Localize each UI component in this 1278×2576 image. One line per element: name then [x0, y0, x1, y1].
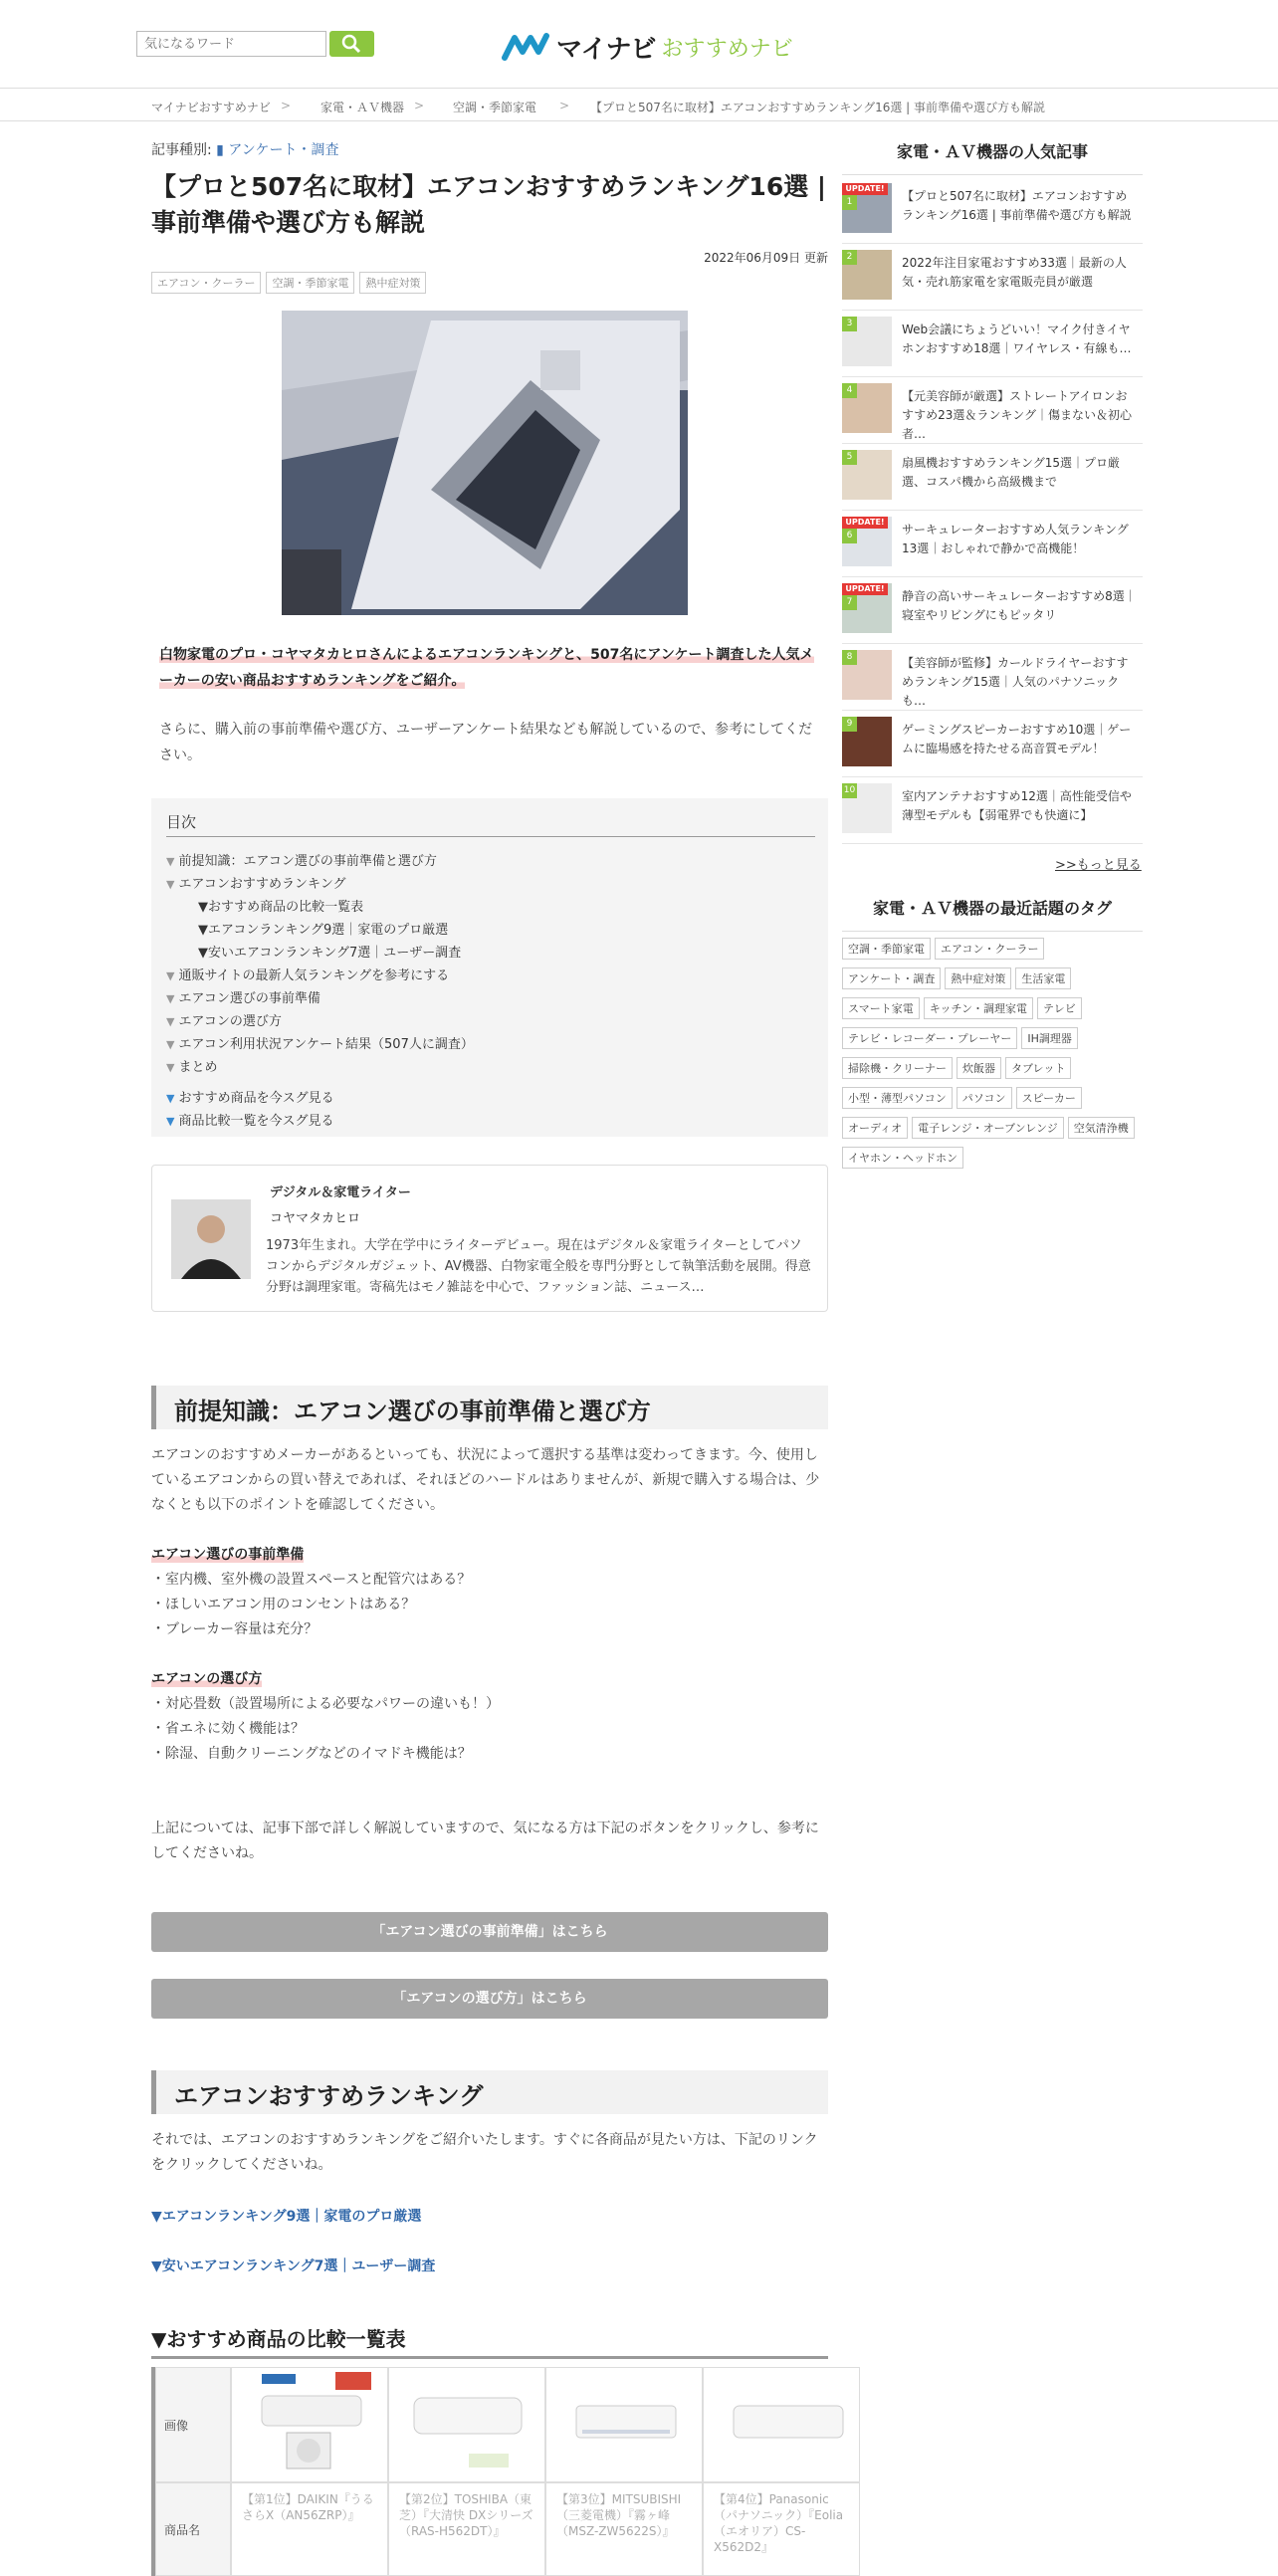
article-title: Web会議にちょうどいい！マイク付きイヤホンおすすめ18選｜ワイヤレス・有線も… — [902, 322, 1132, 355]
ranking-link[interactable]: ▼安いエアコンランキング7選｜ユーザー調査 — [151, 2258, 436, 2274]
article-thumbnail — [842, 517, 892, 566]
rank-badge: 3 — [842, 317, 857, 331]
tag-section — [842, 896, 1143, 1165]
hero-image — [282, 311, 688, 615]
topic-tag[interactable]: オーディオ — [842, 1117, 908, 1139]
topic-tag[interactable]: キッチン・調理家電 — [924, 997, 1033, 1019]
toc-subitem[interactable]: ▼おすすめ商品の比較一覧表 — [198, 900, 364, 915]
kind-tag[interactable] — [216, 142, 338, 158]
site-logo[interactable] — [503, 28, 793, 66]
topic-tag[interactable]: アンケート・調査 — [842, 967, 941, 989]
rank-badge: 8 — [842, 650, 857, 665]
triangle-down-icon: ▼ — [166, 969, 175, 982]
author-bio: 1973年生まれ。大学在学中にライターデビュー。現在はデジタル＆家電ライターとしてパソコンからデジタルガジェット、AV機器、白物家電全般を専門分野として執筆活動を展開。得意分野は調理家電。寄稿先はモノ雑誌を中心で、ファッション誌、ニュース… — [266, 1238, 811, 1295]
update-badge: UPDATE! — [842, 183, 888, 195]
triangle-down-icon: ▼ — [166, 878, 175, 891]
rank-badge: 10 — [842, 783, 857, 798]
topic-tag[interactable]: 空調・季節家電 — [842, 938, 931, 960]
triangle-down-icon: ▼ — [166, 1015, 175, 1028]
topic-tag[interactable]: タブレット — [1005, 1057, 1071, 1079]
prep-item: ・ブレーカー容量は充分？ — [151, 1621, 319, 1637]
search-button[interactable] — [329, 31, 374, 57]
topic-tag[interactable]: テレビ — [1037, 997, 1082, 1019]
article-kind — [151, 139, 828, 161]
popular-article[interactable] — [842, 511, 1143, 577]
author-avatar — [171, 1199, 251, 1279]
choose-item: ・省エネに効く機能は？ — [151, 1721, 305, 1737]
choose-item: ・対応畳数（設置場所による必要なパワーの違いも！） — [151, 1696, 500, 1712]
topic-tag[interactable]: 電子レンジ・オーブンレンジ — [912, 1117, 1064, 1139]
row-header: 画像 — [155, 2367, 231, 2482]
breadcrumb-current: 【プロと507名に取材】エアコンおすすめランキング16選 | 事前準備や選び方も解説 — [590, 101, 1046, 114]
triangle-down-icon: ▼ — [166, 1061, 175, 1074]
popular-article[interactable] — [842, 377, 1143, 444]
popular-article[interactable] — [842, 644, 1143, 711]
toc-item[interactable]: ▼ エアコン利用状況アンケート結果（507人に調査） — [166, 1037, 474, 1052]
toc-quick-link[interactable]: ▼ 商品比較一覧を今スグ見る — [166, 1114, 334, 1129]
prep-item: ・室内機、室外機の設置スペースと配管穴はある？ — [151, 1572, 472, 1588]
toc-item[interactable]: ▼ まとめ — [166, 1060, 218, 1075]
popular-article[interactable] — [842, 711, 1143, 777]
breadcrumb-separator: > — [281, 99, 292, 112]
main-content — [151, 139, 844, 2554]
article-title: ゲーミングスピーカーおすすめ10選｜ゲームに臨場感を持たせる高音質モデル！ — [902, 723, 1132, 755]
breadcrumb-item[interactable]: 家電・ＡＶ機器 — [320, 101, 405, 114]
article-tag[interactable]: 熱中症対策 — [359, 272, 426, 294]
topic-tag[interactable]: 掃除機・クリーナー — [842, 1057, 953, 1079]
search-icon — [341, 34, 361, 54]
topic-tag[interactable]: スマート家電 — [842, 997, 920, 1019]
article-title: 2022年注目家電おすすめ33選｜最新の人気・売れ筋家電を家電販売員が厳選 — [902, 256, 1127, 289]
logo-main-text: マイナビ — [556, 34, 656, 65]
article-tag[interactable]: エアコン・クーラー — [151, 272, 261, 294]
product-image[interactable] — [231, 2367, 388, 2482]
article-thumbnail — [842, 650, 892, 700]
article-title: 【元美容師が厳選】ストレートアイロンおすすめ23選＆ランキング｜傷まない＆初心者… — [902, 389, 1133, 441]
prep-item: ・ほしいエアコン用のコンセントはある？ — [151, 1597, 416, 1612]
article-tags — [151, 272, 828, 294]
kind-value: アンケート・調査 — [228, 142, 339, 158]
row-header: 商品名 — [155, 2482, 231, 2576]
product-name[interactable]: 【第1位】DAIKIN『うるさらX（AN56ZRP）』 — [231, 2482, 388, 2576]
breadcrumb-separator: > — [559, 99, 570, 112]
rank-badge: 4 — [842, 383, 857, 398]
toc-item[interactable]: ▼ エアコンおすすめランキング — [166, 877, 346, 892]
article-lead-2: さらに、購入前の事前準備や選び方、ユーザーアンケート結果なども解説しているので、参考にしてください。 — [159, 722, 813, 763]
sidebar — [842, 139, 1143, 1165]
product-image[interactable] — [545, 2367, 703, 2482]
article-title: 【美容師が監修】カールドライヤーおすすめランキング15選｜人気のパナソニックも… — [902, 656, 1129, 708]
article-thumbnail — [842, 183, 892, 233]
rank-badge: 2 — [842, 250, 857, 265]
topic-tag[interactable]: 炊飯器 — [957, 1057, 1001, 1079]
article-title: 室内アンテナおすすめ12選｜高性能受信や薄型モデルも【弱電界でも快適に】 — [902, 789, 1132, 822]
popular-title: 家電・ＡＶ機器の人気記事 — [842, 139, 1143, 175]
popular-article[interactable] — [842, 244, 1143, 311]
section-heading: エアコンおすすめランキング — [151, 2070, 828, 2114]
article-title: サーキュレーターおすすめ人気ランキング13選｜おしゃれで静かで高機能！ — [902, 523, 1129, 555]
popular-article[interactable] — [842, 777, 1143, 844]
product-image[interactable] — [703, 2367, 860, 2482]
rank-badge: 6 — [842, 529, 857, 543]
updated-date: 2022年06月09日 更新 — [704, 251, 828, 265]
section-intro: それでは、エアコンのおすすめランキングをご紹介いたします。すぐに各商品が見たい方は、下記のリンクをクリックしてくださいね。 — [151, 2132, 818, 2173]
article-thumbnail — [842, 317, 892, 366]
choose-jump-button[interactable]: 「エアコンの選び方」はこちら — [151, 1979, 828, 2019]
triangle-down-icon: ▼ — [166, 1038, 175, 1051]
tags-title: 家電・ＡＶ機器の最近話題のタグ — [842, 896, 1143, 932]
triangle-down-icon: ▼ — [166, 855, 175, 868]
more-link[interactable]: >>もっと見る — [1055, 858, 1142, 873]
mynavi-logo-icon — [503, 32, 550, 62]
popular-article[interactable] — [842, 177, 1143, 244]
toc-quick-link[interactable]: ▼ おすすめ商品を今スグ見る — [166, 1091, 334, 1106]
comparison-table — [151, 2367, 844, 2576]
site-header — [0, 0, 1278, 89]
author-name[interactable]: コヤマタカヒロ — [270, 1211, 361, 1226]
prep-list — [151, 1543, 828, 1642]
article-thumbnail — [842, 450, 892, 500]
article-lead — [159, 642, 816, 694]
toc-item[interactable]: ▼ 前提知識：エアコン選びの事前準備と選び方 — [166, 854, 437, 869]
article-thumbnail — [842, 717, 892, 766]
article-thumbnail — [842, 383, 892, 433]
author-box — [151, 1165, 828, 1312]
author-role: デジタル＆家電ライター — [270, 1185, 411, 1200]
lead-text: 白物家電のプロ・コヤマタカヒロさんによるエアコンランキングと、507名にアンケート調査した人気メーカーの安い商品おすすめランキングをご紹介。 — [159, 647, 814, 689]
choose-title: エアコンの選び方 — [151, 1671, 263, 1687]
toc-item[interactable]: ▼ 通販サイトの最新人気ランキングを参考にする — [166, 968, 450, 983]
topic-tag[interactable]: 生活家電 — [1015, 967, 1071, 989]
toc-title: 目次 — [166, 811, 815, 837]
prep-jump-button[interactable]: 「エアコン選びの事前準備」はこちら — [151, 1912, 828, 1952]
breadcrumb-separator: > — [414, 99, 425, 112]
article-thumbnail — [842, 250, 892, 300]
toc-item[interactable]: ▼ エアコン選びの事前準備 — [166, 991, 320, 1006]
bookmark-icon: ▮ — [216, 142, 224, 158]
topic-tag[interactable]: エアコン・クーラー — [935, 938, 1044, 960]
topic-tag[interactable]: IH調理器 — [1021, 1027, 1078, 1049]
rank-badge: 1 — [842, 195, 857, 210]
topic-tag[interactable]: テレビ・レコーダー・プレーヤー — [842, 1027, 1017, 1049]
rank-badge: 5 — [842, 450, 857, 465]
search-input[interactable] — [136, 31, 326, 57]
compare-heading: ▼おすすめ商品の比較一覧表 — [151, 2323, 828, 2359]
toc-item[interactable]: ▼ エアコンの選び方 — [166, 1014, 282, 1029]
article-title: 扇風機おすすめランキング15選｜プロ厳選、コスパ機から高級機まで — [902, 456, 1121, 489]
prep-title: エアコン選びの事前準備 — [151, 1547, 305, 1563]
section-heading: 前提知識：エアコン選びの事前準備と選び方 — [151, 1386, 828, 1429]
toc-subitem[interactable]: ▼エアコンランキング9選｜家電のプロ厳選 — [198, 923, 449, 938]
article-title: 【プロと507名に取材】エアコンおすすめランキング16選 | 事前準備や選び方も解説 — [902, 189, 1132, 222]
update-badge: UPDATE! — [842, 517, 888, 529]
choose-item: ・除湿、自動クリーニングなどのイマドキ機能は？ — [151, 1746, 472, 1762]
triangle-down-icon: ▼ — [166, 1092, 175, 1105]
logo-sub-text: おすすめナビ — [661, 36, 793, 62]
product-name[interactable]: 【第4位】Panasonic（パナソニック）『Eolia（エオリア）CS-X562D2』 — [703, 2482, 860, 2576]
table-of-contents — [151, 798, 828, 1137]
article-title: 静音の高いサーキュレーターおすすめ8選｜寝室やリビングにもピッタリ — [902, 589, 1137, 622]
popular-article[interactable] — [842, 311, 1143, 377]
article-thumbnail — [842, 783, 892, 833]
product-name[interactable]: 【第3位】MITSUBISHI（三菱電機）『霧ヶ峰（MSZ-ZW5622S）』 — [545, 2482, 703, 2576]
product-name[interactable]: 【第2位】TOSHIBA（東芝）『大清快 DXシリーズ（RAS-H562DT）』 — [388, 2482, 545, 2576]
triangle-down-icon: ▼ — [166, 1115, 175, 1128]
section-intro: エアコンのおすすめメーカーがあるといっても、状況によって選択する基準は変わってきます。今、使用しているエアコンからの買い替えであれば、それほどのハードルはありませんが、新規で購入する場合は、少なくとも以下のポイントを確認してください。 — [151, 1447, 820, 1513]
section-outro: 上記については、記事下部で詳しく解説していますので、気になる方は下記のボタンをクリックし、参考にしてくださいね。 — [151, 1821, 819, 1861]
page-title: 【プロと507名に取材】エアコンおすすめランキング16選 | 事前準備や選び方も解説 — [151, 172, 827, 237]
kind-label: 記事種別: — [151, 142, 212, 158]
popular-article[interactable] — [842, 577, 1143, 644]
update-badge: UPDATE! — [842, 583, 888, 595]
article-thumbnail — [842, 583, 892, 633]
topic-tag[interactable]: スピーカー — [1016, 1087, 1082, 1109]
breadcrumb-item[interactable]: マイナビおすすめナビ — [151, 101, 271, 114]
breadcrumb — [0, 90, 1278, 121]
product-image[interactable] — [388, 2367, 545, 2482]
triangle-down-icon: ▼ — [166, 992, 175, 1005]
choose-list — [151, 1667, 828, 1767]
topic-tag[interactable]: パソコン — [957, 1087, 1012, 1109]
topic-tag[interactable]: 空気清浄機 — [1068, 1117, 1135, 1139]
rank-badge: 7 — [842, 595, 857, 610]
ranking-link[interactable]: ▼エアコンランキング9選｜家電のプロ厳選 — [151, 2209, 422, 2225]
topic-tag[interactable]: 小型・薄型パソコン — [842, 1087, 953, 1109]
toc-subitem[interactable]: ▼安いエアコンランキング7選｜ユーザー調査 — [198, 946, 462, 961]
rank-badge: 9 — [842, 717, 857, 732]
article-tag[interactable]: 空調・季節家電 — [266, 272, 354, 294]
topic-tag[interactable]: イヤホン・ヘッドホン — [842, 1147, 963, 1169]
topic-tag[interactable]: 熱中症対策 — [945, 967, 1011, 989]
popular-article[interactable] — [842, 444, 1143, 511]
breadcrumb-item[interactable]: 空調・季節家電 — [453, 101, 537, 114]
